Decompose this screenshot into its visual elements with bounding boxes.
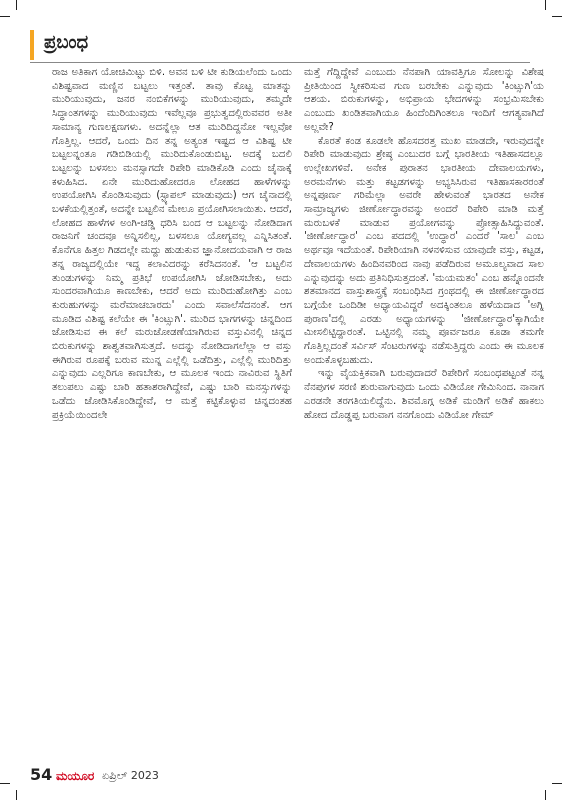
page-number: 54: [30, 765, 53, 784]
section-header: [30, 30, 530, 62]
crop-mark: [552, 16, 562, 17]
crop-mark: [545, 790, 546, 800]
paragraph: ಕೊರತೆ ಕಂಡ ಕೂಡಲೇ ಹೊಸದರತ್ತ ಮುಖ ಮಾಡದೇ, ಇರುವುದನ್ನೇ ರಿಪೇರಿ ಮಾಡುವುದು ಶ್ರೇಷ್ಠ ಎಂಬುದರ ಬಗ್ಗೆ ಭಾರತೀಯ ಇತಿಹಾಸದಲ್ಲೂ ಉಲ್ಲೇಖಗಳಿವೆ. ಅನೇಕ ಪುರಾತನ ಭಾರತೀಯ ದೇವಾಲಯಗಳು, ಅರಮನೆಗಳು ಮತ್ತು ಕಟ್ಟಡಗಳನ್ನು ಅಭ್ಯಸಿಸಿರುವ ಇತಿಹಾಸಕಾರರಂತೆ ಅನ್ನಪೂರ್ಣ ಗರಿಮೆಲ್ಲಾ ಅವರೇ ಹೇಳುವಂತೆ ಭಾರತದ ಅನೇಕ ಸಾಮ್ರಾಜ್ಯಗಳು ಜೀರ್ಣೋದ್ಧಾರವನ್ನು ಅಂದರೆ ರಿಪೇರಿ ಮಾಡಿ ಮತ್ತೆ ಮರುಬಳಕೆ ಮಾಡುವ ಪ್ರಯೋಗವನ್ನು ಪ್ರೋತ್ಸಾಹಿಸಿದ್ದುವಂತೆ. 'ಜೀರ್ಣೋದ್ಧಾರ' ಎಂಬ ಪದದಲ್ಲಿ 'ಉದ್ಧಾರ' ಎಂದರೆ 'ಸಾಲ' ಎಂಬ ಅರ್ಥವೂ ಇದೆಯಂತೆ. ರಿಪೇರಿಯಾಗಿ ನಳನಳಿಸುವ ಯಾವುದೇ ವಸ್ತು, ಕಟ್ಟಡ, ದೇವಾಲಯಗಳು ಹಿಂದಿನವರಿಂದ ನಾವು ಪಡೆದಿರುವ ಅಮೂಲ್ಯವಾದ ಸಾಲ ಎನ್ನುವುದನ್ನು ಅದು ಪ್ರತಿನಿಧಿಸುತ್ತದಂತೆ. 'ಮಯಮತಂ' ಎಂಬ ಹನ್ನೊಂದನೇ ಶತಮಾನದ ವಾಸ್ತುಶಾಸ್ತ್ರಕ್ಕೆ ಸಂಬಂಧಿಸಿದ ಗ್ರಂಥದಲ್ಲಿ ಈ ಜೀರ್ಣೋದ್ಧಾರದ ಬಗ್ಗೆಯೇ ಒಂದಿಡೀ ಅಧ್ಯಾಯವಿದ್ದರೆ ಅದಕ್ಕಿಂತಲೂ ಹಳೆಯದಾದ 'ಅಗ್ನಿ ಪುರಾಣ'ದಲ್ಲಿ ಎರಡು ಅಧ್ಯಾಯಗಳನ್ನು 'ಜೀರ್ಣೋದ್ಧಾರ'ಕ್ಕಾಗಿಯೇ ಮೀಸಲಿಟ್ಟಿದ್ದಾರಂತೆ. ಒಟ್ಟಿನಲ್ಲಿ ನಮ್ಮ ಪೂರ್ವಜರೂ ಕೂಡಾ ತಮಗೇ ಗೊತ್ತಿಲ್ಲದಂತೆ ಸರ್ವಿಸ್ ಸೆಂಟರುಗಳನ್ನು ನಡೆಸುತ್ತಿದ್ದರು ಎಂದು ಈ ಮೂಲಕ ಅಂದುಕೊಳ್ಳಬಹುದು.: [304, 135, 544, 366]
section-title: ಪ್ರಬಂಧ: [44, 32, 89, 53]
issue-date: ಏಪ್ರಿಲ್ 2023: [102, 769, 159, 782]
crop-mark: [0, 16, 10, 17]
paragraph: ಇನ್ನು ವೈಯಕ್ತಿಕವಾಗಿ ಬರುವುದಾದರೆ ರಿಪೇರಿಗೆ ಸಂಬಂಧಪಟ್ಟಂತೆ ನನ್ನ ನೆನಪುಗಳ ಸರಣಿ ಶುರುವಾಗುವುದು ಒಂದು ವಿಡಿಯೋ ಗೇಮಿನಿಂದ. ನಾನಾಗ ಎರಡನೇ ತರಗತಿಯಲಿದ್ದೆನು. ಶಿವಮೊಗ್ಗ ಅಡಿಕೆ ಮಂಡಿಗೆ ಅಡಿಕೆ ಹಾಕಲು ಹೋದ ದೊಡ್ಡಪ್ಪ ಬರುವಾಗ ನನಗೊಂದು ವಿಡಿಯೋ ಗೇಮ್: [304, 368, 544, 421]
header-divider: [30, 62, 530, 63]
magazine-logo: ಮಯೂರ: [56, 769, 95, 783]
paragraph: ರಾಜ ಅತಿಕಾಗ ಯೋಚಿಮಿಟ್ಟು ಬಿಳಿ. ಅವನ ಬಳಿ ಟೀ ಕುಡಿಯಲೆಂದು ಒಂದು ವಿಶಿಷ್ಟವಾದ ಮಣ್ಣಿನ ಬಟ್ಟಲು ಇತ್ತಂತೆ. ತಾವು ಕೊಟ್ಟ ಮಾತನ್ನು ಮುರಿಯುವುದು, ಜನರ ನಂಬಿಕೆಗಳನ್ನು ಮುರಿಯುವುದು, ತಮ್ಮದೇ ಸಿದ್ಧಾಂತಗಳನ್ನು ಮುರಿಯುವುದು ಇವೆಲ್ಲವೂ ಪ್ರಭುತ್ವದಲ್ಲಿರುವವರ ಅತೀ ಸಾಮಾನ್ಯ ಗುಣಲಕ್ಷಣಗಳು. ಅದನ್ನೆಲ್ಲಾ ಆತ ಮುರಿದಿದ್ದನೋ ಇಲ್ಲವೋ ಗೊತ್ತಿಲ್ಲ. ಆದರೆ, ಒಂದು ದಿನ ತನ್ನ ಅತ್ಯಂತ ಇಷ್ಟದ ಆ ವಿಶಿಷ್ಟ ಟೀ ಬಟ್ಟಲನ್ನಂತೂ ಗಡಿಬಿಡಿಯಲ್ಲಿ ಮುರಿದುಕೊಂಡುಬಿಟ್ಟ. ಅದಕ್ಕೆ ಬದಲಿ ಬಟ್ಟಲನ್ನು ಬಳಸಲು ಮನಸ್ಸಾಗದೇ ರಿಪೇರಿ ಮಾಡಿಕೊಡಿ ಎಂದು ಚೈನಾಕ್ಕೆ ಕಳುಹಿಸಿದ. ಏನೇ ಮುರಿದುಹೋದರೂ ಲೋಹದ ಹಾಳೆಗಳನ್ನು ಉಪಯೋಗಿಸಿ ಕೊಂಡಿಸುವುದು (ಸ್ಟ್ಯಾಪಲ್ ಮಾಡುವುದು) ಆಗ ಚೈನಾದಲ್ಲಿ ಬಳಕೆಯಲ್ಲಿತ್ತಂತೆ, ಅದನ್ನೇ ಬಟ್ಟಲಿನ ಮೇಲೂ ಪ್ರಯೋಗಿಸಲಾಯಿತು. ಆದರೆ, ಲೋಹದ ಹಾಳೆಗಳ ಅಂಗಿ-ಚಡ್ಡಿ ಧರಿಸಿ ಬಂದ ಆ ಬಟ್ಟಲನ್ನು ನೋಡಿದಾಗ ರಾಜನಿಗೆ ಚಂದವೂ ಅನ್ನಿಸಲಿಲ್ಲ, ಬಳಸಲೂ ಯೋಗ್ಯವಲ್ಲ ಎನ್ನಿಸಿತಂತೆ. ಕೊನೆಗೂ ಹಿತ್ತಲ ಗಿಡದಲ್ಲೇ ಮದ್ದು ಹುಡುಕುವ ಜ್ಞಾನೋದಯವಾಗಿ ಆ ರಾಜ ತನ್ನ ರಾಜ್ಯದಲ್ಲಿಯೇ ಇದ್ದ ಕಲಾವಿದರನ್ನು ಕರೆಸಿದನಂತೆ. 'ಆ ಬಟ್ಟಲಿನ ತುಂಡುಗಳನ್ನು ನಿಮ್ಮ ಪ್ರತಿಭೆ ಉಪಯೋಗಿಸಿ ಜೋಡಿಸಬೇಕು, ಅದು ಸುಂದರವಾಗಿಯೂ ಕಾಣಬೇಕು, ಆದರೆ ಅದು ಮುರಿದುಹೋಗಿತ್ತು ಎಂಬ ಕುರುಹುಗಳನ್ನು ಮರೆಮಾಚಬಾರದು' ಎಂದು ಸವಾಲೆಸೆದನಂತೆ. ಆಗ ಮೂಡಿದ ವಿಶಿಷ್ಟ ಕಲೆಯೇ ಈ 'ಕಿಂಟ್ಸುಗಿ'. ಮುರಿದ ಭಾಗಗಳನ್ನು ಚಿನ್ನದಿಂದ ಜೋಡಿಸುವ ಈ ಕಲೆ ಮರುಜೋಡಣೆಯಾಗಿರುವ ವಸ್ತುವಿನಲ್ಲಿ ಚಿನ್ನದ ಬಿರುಕುಗಳನ್ನು ಶಾಶ್ವತವಾಗಿಸುತ್ತದೆ. ಅದನ್ನು ನೋಡಿದಾಗಲೆಲ್ಲಾ ಆ ವಸ್ತು ಈಗಿರುವ ರೂಪಕ್ಕೆ ಬರುವ ಮುನ್ನ ಎಲ್ಲೆಲ್ಲಿ ಒಡೆದಿತ್ತು, ಎಲ್ಲೆಲ್ಲಿ ಮುರಿದಿತ್ತು ಎನ್ನುವುದು ಎಲ್ಲರಿಗೂ ಕಾಣಬೇಕು, ಆ ಮೂಲಕ ಇಂದು ನಾವಿರುವ ಸ್ಥಿತಿಗೆ ತಲುಪಲು ಎಷ್ಟು ಬಾರಿ ಹತಾಶರಾಗಿದ್ದೇವೆ, ಎಷ್ಟು ಬಾರಿ ಮನಸ್ಸುಗಳನ್ನು ಒಡೆದು ಜೋಡಿಸಿಕೊಂಡಿದ್ದೇವೆ, ಆ ಮತ್ತೆ ಕಟ್ಟಿಕೊಳ್ಳುವ ಚಿನ್ನದಂತಹ ಪ್ರಕ್ರಿಯೆಯಿಂದಲೇ: [52, 67, 292, 421]
right-column: [304, 66, 544, 422]
crop-mark: [0, 783, 10, 784]
page-footer: [30, 765, 330, 785]
crop-mark: [16, 790, 17, 800]
crop-mark: [552, 783, 562, 784]
left-column: [52, 66, 292, 422]
crop-mark: [545, 0, 546, 10]
accent-bar: [30, 30, 34, 60]
paragraph: ಮತ್ತೆ ಗೆದ್ದಿದ್ದೇವೆ ಎಂಬುದು ನೆನಪಾಗಿ ಯಾವತ್ತಿಗೂ ಸೋಲನ್ನು ವಿಶೇಷ ಪ್ರೀತಿಯಿಂದ ಸ್ವೀಕರಿಸುವ ಗುಣ ಬರಬೇಕು ಎನ್ನುವುದು 'ಕಿಂಟ್ಸುಗಿ'ಯ ಆಶಯ. ಬಿರುಕುಗಳನ್ನು, ಅಭಿಪ್ರಾಯ ಭೇದಗಳನ್ನು ಸಂಭ್ರಮಿಸಬೇಕು ಎಂಬುದು ಖಂಡಿತವಾಗಿಯೂ ಹಿಂದೆಂದಿಗಿಂತಲೂ ಇಂದಿಗೆ ಆಗತ್ಯವಾಗಿದೆ ಅಲ್ಲವೇ?: [304, 67, 544, 133]
crop-mark: [16, 0, 17, 10]
